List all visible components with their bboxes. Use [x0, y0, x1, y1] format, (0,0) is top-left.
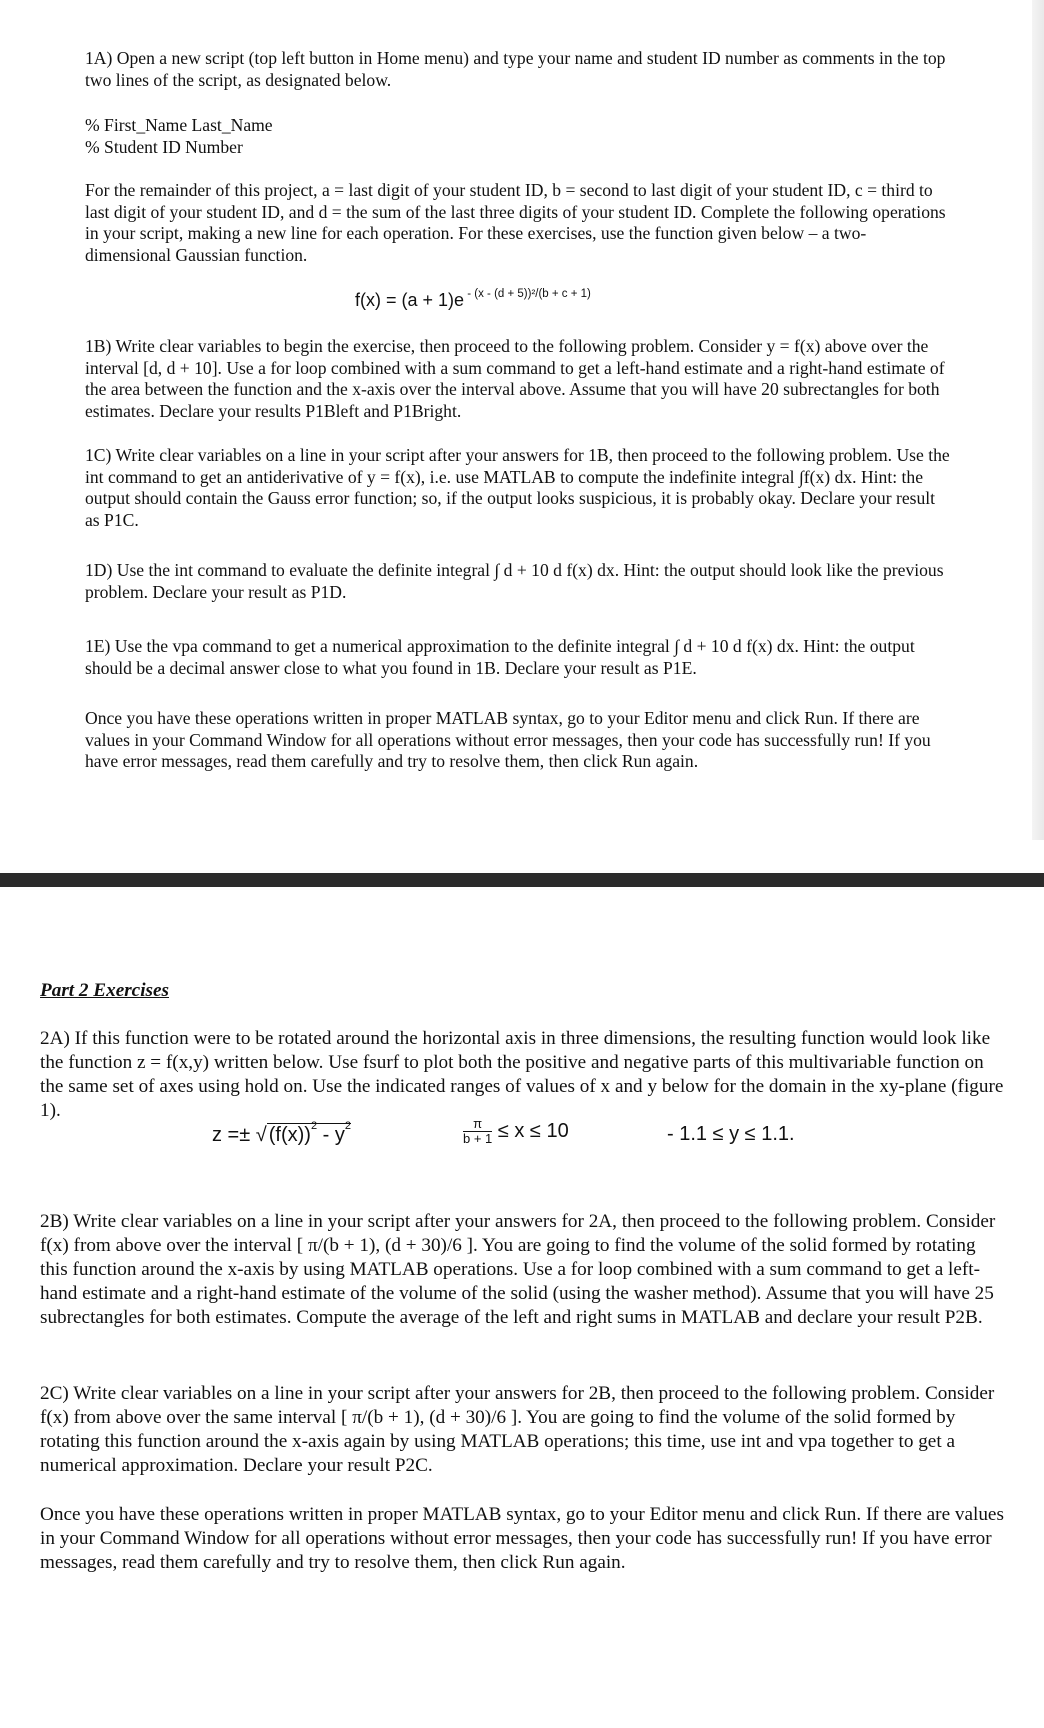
radicand-tail: - y — [317, 1124, 345, 1146]
x-lower-fraction — [463, 1117, 492, 1146]
page-divider — [0, 873, 1044, 887]
question-1c — [85, 445, 950, 531]
part-2-heading: Part 2 Exercises — [40, 980, 169, 1001]
run-instructions-2 — [40, 1503, 1005, 1575]
question-1a-text: 1A) Open a new script (top left button in Home menu) and type your name and student ID number as comments in the top two lines of the script, as designated below. — [85, 48, 946, 90]
x-range-rest: ≤ x ≤ 10 — [497, 1119, 569, 1142]
x-fraction-denominator: b + 1 — [463, 1131, 493, 1146]
x-range — [463, 1117, 569, 1146]
question-2b-text: 2B) Write clear variables on a line in your script after your answers for 2A, then proceed to the following problem. Consider f(x) from above over the interval [ π/(b + 1), (d + 30)/6 ]. You are going to find the volume of the solid formed by rotating this function around the x-axis by using MATLAB operations. Use a for loop combined with a sum command to get a left-hand estimate and a right-hand estimate of the volume of the solid (using the washer method). Assume that you will have 25 subrectangles for both estimates. Compute the average of the left and right sums in MATLAB and declare your result P2B. — [40, 1211, 996, 1328]
question-1d-text: 1D) Use the int command to evaluate the definite integral ∫ d + 10 d f(x) dx. Hint: the output should look like the previous problem. Declare your result as P1D. — [85, 560, 944, 602]
comment-line-1 — [85, 115, 950, 137]
radicand-term: (f(x)) — [268, 1124, 311, 1146]
y-square: 2 — [344, 1120, 351, 1132]
z-lhs: z =± — [212, 1124, 256, 1146]
question-1e-text: 1E) Use the vpa command to get a numerical approximation to the definite integral ∫ d + 10 d f(x) dx. Hint: the output should be a decimal answer close to what you found in 1B. Declare your result as P1E. — [85, 636, 915, 678]
formula-exponent: - (x - (d + 5))²/(b + c + 1) — [464, 288, 591, 300]
intro-paragraph — [85, 180, 950, 266]
question-2a — [40, 1027, 1005, 1123]
comment-line-2 — [85, 137, 950, 159]
gaussian-formula — [355, 290, 591, 311]
surface-formula — [212, 1120, 351, 1147]
question-1d — [85, 560, 950, 603]
intro-text: For the remainder of this project, a = last digit of your student ID, b = second to last digit of your student ID, c = third to last digit of your student ID, and d = the sum of the last three digits of your student ID. Complete the following operations in your script, making a new line for each operation. For these exercises, use the function given below – a two-dimensional Gaussian function. — [85, 180, 946, 265]
comment-id: % Student ID Number — [85, 137, 243, 157]
formula-base: f(x) = (a + 1)e — [355, 290, 465, 310]
sqrt-icon: √ — [255, 1124, 267, 1146]
question-1e — [85, 636, 950, 679]
run-instructions-2-text: Once you have these operations written in proper MATLAB syntax, go to your Editor menu and click Run. If there are values in your Command Window for all operations without error messages, then your code has successfully run! If you have error messages, read them carefully and try to resolve them, then click Run again. — [40, 1504, 1004, 1573]
question-1b-text: 1B) Write clear variables to begin the exercise, then proceed to the following problem. Consider y = f(x) above over the interval [d, d + 10]. Use a for loop combined with a sum command to get a left-hand estimate and a right-hand estimate of the area between the function and the x-axis over the interval above. Assume that you will have 20 subrectangles for both estimates. Declare your results P1Bleft and P1Bright. — [85, 336, 945, 421]
y-range: - 1.1 ≤ y ≤ 1.1. — [667, 1123, 795, 1145]
question-2c-text: 2C) Write clear variables on a line in your script after your answers for 2B, then proceed to the following problem. Consider f(x) from above over the same interval [ π/(b + 1), (d + 30)/6 ]. You are going to find the volume of the solid formed by rotating this function around the x-axis again by using MATLAB operations; this time, use int and vpa together to get a numerical approximation. Declare your result P2C. — [40, 1383, 995, 1476]
page-edge — [1032, 0, 1044, 840]
question-1c-text: 1C) Write clear variables on a line in your script after your answers for 1B, then proceed to the following problem. Use the int command to get an antiderivative of y = f(x), i.e. use MATLAB to compute the indefinite integral ∫f(x) dx. Hint: the output should contain the Gauss error function; so, if the output looks suspicious, it is probably okay. Declare your result as P1C. — [85, 445, 950, 530]
page-2 — [0, 887, 1044, 1728]
question-1b — [85, 336, 950, 422]
question-2b — [40, 1210, 1005, 1330]
run-instructions-1-text: Once you have these operations written in proper MATLAB syntax, go to your Editor menu and click Run. If there are values in your Command Window for all operations without error messages, then your code has successfully run! If you have error messages, read them carefully and try to resolve them, then click Run again. — [85, 708, 931, 772]
radicand — [267, 1120, 351, 1146]
question-1a — [85, 48, 950, 91]
question-2a-text: 2A) If this function were to be rotated around the horizontal axis in three dimensions, the resulting function would look like the function z = f(x,y) written below. Use fsurf to plot both the positive and negative parts of this multivariable function on the same set of axes using hold on. Use the indicated ranges of values of x and y below for the domain in the xy-plane (figure 1). — [40, 1028, 1004, 1121]
x-fraction-numerator: π — [463, 1117, 492, 1132]
comment-name: % First_Name Last_Name — [85, 115, 273, 135]
radicand-square: 2 — [310, 1120, 318, 1132]
question-2c — [40, 1382, 1005, 1478]
run-instructions-1 — [85, 708, 950, 773]
